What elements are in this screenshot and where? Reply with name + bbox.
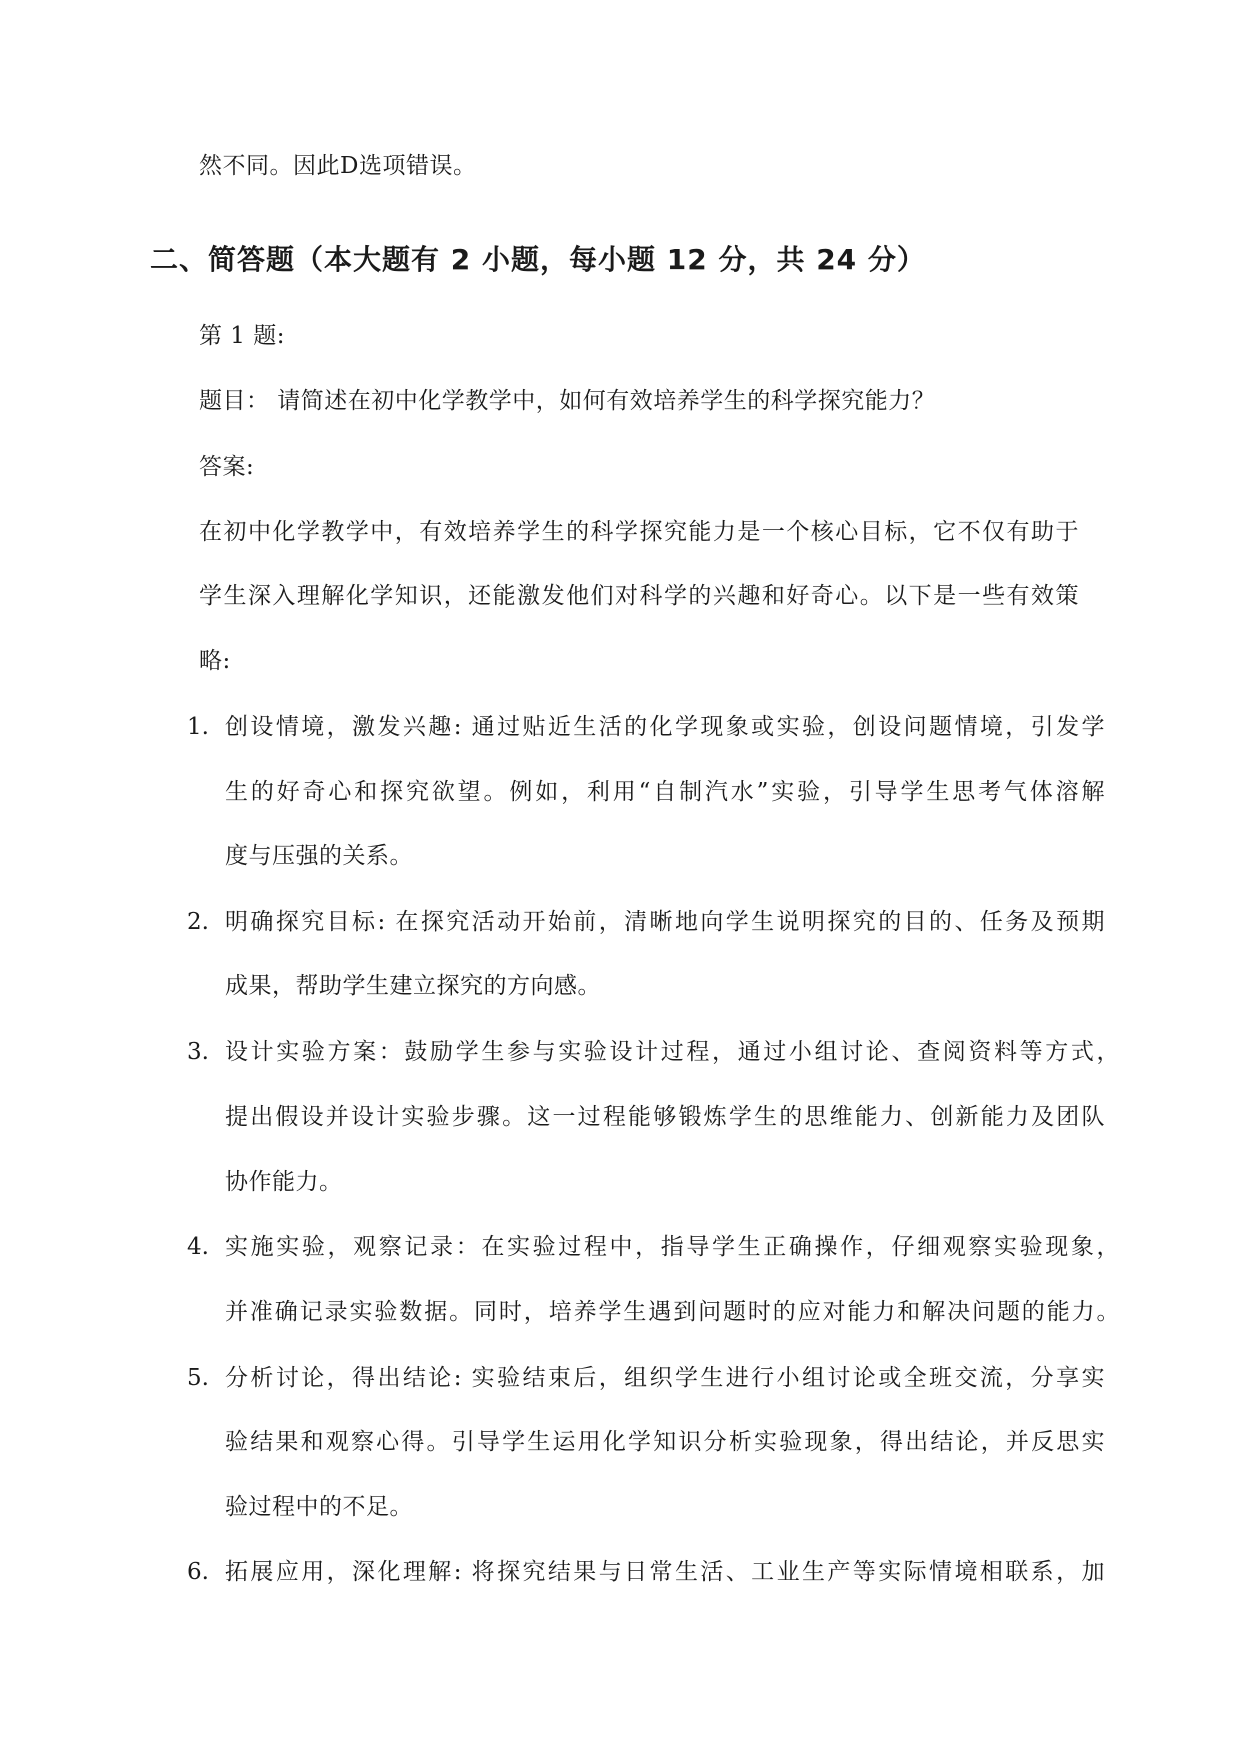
question-title: 题目： 请简述在初中化学教学中，如何有效培养学生的科学探究能力？ (199, 388, 936, 414)
list-number: 5. (187, 1365, 209, 1391)
list-number: 2. (187, 909, 209, 935)
list-line: 拓展应用，深化理解: 将探究结果与日常生活、工业生产等实际情境相联系，加 (225, 1559, 1105, 1585)
list-number: 6. (187, 1559, 209, 1585)
list-line: 验结果和观察心得。引导学生运用化学知识分析实验现象，得出结论，并反思实 (225, 1429, 1105, 1455)
list-line: 提出假设并设计实验步骤。这一过程能够锻炼学生的思维能力、创新能力及团队 (225, 1104, 1105, 1130)
list-line: 明确探究目标: 在探究活动开始前，清晰地向学生说明探究的目的、任务及预期 (225, 909, 1105, 935)
section-heading: 二、简答题（本大题有 2 小题，每小题 12 分，共 24 分） (150, 243, 926, 276)
list-number: 1. (187, 714, 209, 740)
list-line: 创设情境，激发兴趣: 通过贴近生活的化学现象或实验，创设问题情境，引发学 (225, 714, 1105, 740)
list-line: 分析讨论，得出结论: 实验结束后，组织学生进行小组讨论或全班交流，分享实 (225, 1365, 1105, 1391)
intro-line-1: 在初中化学教学中，有效培养学生的科学探究能力是一个核心目标，它不仅有助于 (199, 519, 1079, 545)
intro-line-2: 学生深入理解化学知识，还能激发他们对科学的兴趣和好奇心。以下是一些有效策 (199, 583, 1079, 609)
list-line: 协作能力。 (225, 1169, 343, 1195)
intro-line-3: 略: (199, 648, 231, 674)
continuation-text: 然不同。因此D选项错误。 (199, 153, 477, 179)
list-line: 生的好奇心和探究欲望。例如，利用“自制汽水”实验，引导学生思考气体溶解 (225, 779, 1105, 805)
answer-label: 答案: (199, 454, 255, 480)
list-line: 验过程中的不足。 (225, 1494, 413, 1520)
list-line: 并准确记录实验数据。同时，培养学生遇到问题时的应对能力和解决问题的能力。 (225, 1299, 1120, 1325)
list-line: 设计实验方案：鼓励学生参与实验设计过程，通过小组讨论、查阅资料等方式， (225, 1039, 1120, 1065)
list-line: 成果，帮助学生建立探究的方向感。 (225, 973, 601, 999)
list-number: 4. (187, 1234, 209, 1260)
list-line: 实施实验，观察记录：在实验过程中，指导学生正确操作，仔细观察实验现象， (225, 1234, 1120, 1260)
list-number: 3. (187, 1039, 209, 1065)
list-line: 度与压强的关系。 (225, 843, 413, 869)
question-label: 第 1 题: (199, 323, 286, 349)
